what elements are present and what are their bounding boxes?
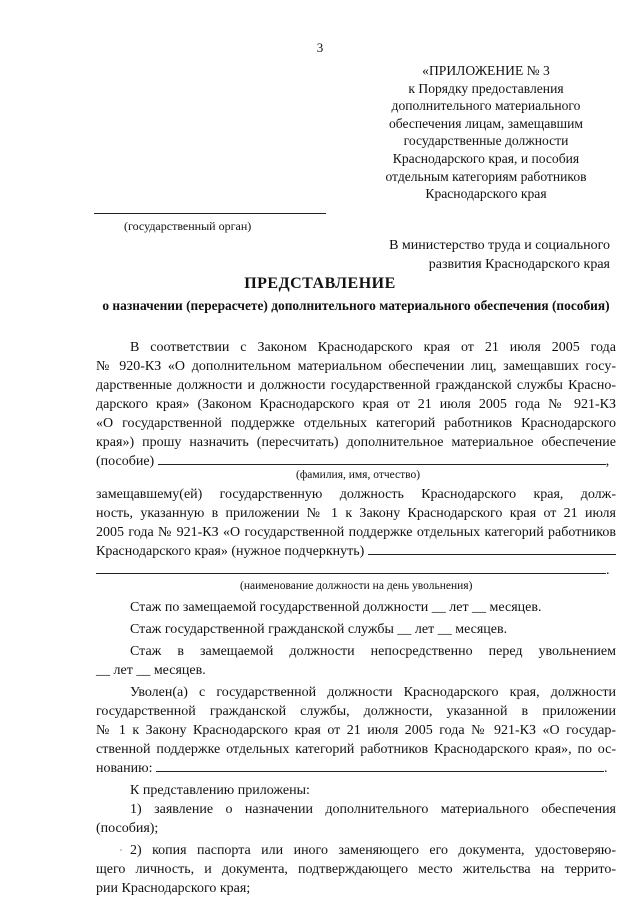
position-line-1: [96, 542, 616, 561]
appendix-line: государственные должности: [403, 133, 569, 149]
reason-blank[interactable]: [156, 759, 604, 772]
position-blank-1[interactable]: [368, 542, 616, 555]
document-title: ПРЕДСТАВЛЕНИЕ: [244, 275, 396, 292]
position-caption: (наименование должности на день увольнения): [240, 580, 473, 592]
fio-suffix: ,: [605, 454, 610, 469]
body-line: № 1 к Закону Краснодарского края от 21 июля 2005 года № 921-КЗ «О государ-: [96, 723, 616, 738]
org-blank-line[interactable]: [94, 213, 326, 214]
attachment-item: 1) заявление о назначении дополнительного материального обеспечения: [130, 802, 616, 817]
position-prefix: Краснодарского края» (нужное подчеркнуть): [96, 544, 365, 559]
scan-speck: [120, 849, 122, 851]
fio-blank[interactable]: [158, 452, 606, 465]
appendix-line: к Порядку предоставления: [408, 80, 564, 96]
body-line: № 920-КЗ «О дополнительном материальном обеспечении лиц, замещавших госу-: [96, 359, 616, 374]
appendix-line: «ПРИЛОЖЕНИЕ № 3: [422, 63, 550, 78]
appendix-line: Краснодарского края: [425, 186, 547, 202]
body-line: В соответствии с Законом Краснодарского края от 21 июля 2005 года: [130, 340, 616, 355]
body-line: дарского края» (Законом Краснодарского края от 21 июля 2005 года № 921-КЗ: [96, 397, 616, 412]
reason-prefix: нованию:: [96, 761, 153, 776]
appendix-line: дополнительного материального: [391, 98, 581, 114]
body-line: замещавшему(ей) государственную должность Краснодарского края, долж-: [96, 487, 616, 502]
body-line: __ лет __ месяцев.: [96, 663, 206, 678]
body-line: «О государственной поддержке отдельных категорий работников Краснодарского: [96, 416, 616, 431]
position-blank-2[interactable]: [96, 561, 606, 574]
recipient-line: развития Краснодарского края: [428, 257, 610, 272]
recipient-line: В министерство труда и социального: [389, 238, 610, 253]
attachment-item: (пособия);: [96, 821, 159, 836]
body-line: 2005 года № 921-КЗ «О государственной поддержке отдельных категорий работников: [96, 525, 616, 540]
attachment-item: рии Краснодарского края;: [96, 881, 251, 896]
reason-line: [96, 759, 616, 778]
appendix-line: Краснодарского края, и пособия: [392, 150, 580, 166]
page-number: 3: [316, 40, 324, 55]
appendix-line: отдельным категориям работников: [385, 168, 587, 184]
org-caption: (государственный орган): [124, 219, 252, 233]
attachments-heading: К представлению приложены:: [130, 783, 310, 798]
body-line: Стаж в замещаемой должности непосредственно перед увольнением: [130, 644, 616, 659]
position-suffix: .: [606, 563, 610, 578]
position-line-2: [96, 561, 616, 580]
recipient-block: [330, 236, 610, 274]
body-line: края») прошу назначить (пересчитать) дополнительное материальное обеспечение: [96, 435, 616, 450]
reason-suffix: .: [603, 761, 608, 776]
fio-caption: (фамилия, имя, отчество): [296, 469, 421, 481]
body-line: дарственные должности и должности государственной гражданской службы Красно-: [96, 378, 616, 393]
body-line: Уволен(а) с государственной должности Краснодарского края, должности: [130, 685, 616, 700]
body-line: Стаж по замещаемой государственной должности __ лет __ месяцев.: [130, 600, 542, 615]
appendix-header: [372, 62, 600, 203]
appendix-line: обеспечения лицам, замещавшим: [388, 115, 584, 131]
fio-prefix: (пособие): [96, 454, 155, 469]
body-line: ность, указанную в приложении № 1 к Закону Краснодарского края от 21 июля: [96, 506, 616, 521]
attachment-item: 2) копия паспорта или иного заменяющего его документа, удостоверяю-: [130, 843, 616, 858]
body-line: государственной гражданской службы, должности, указанной в приложении: [96, 704, 616, 719]
attachment-item: щего личность, и документа, подтверждающего место жительства на террито-: [96, 862, 616, 877]
body-line: ственной поддержке отдельных категорий работников Краснодарского края», по ос-: [96, 742, 616, 757]
body-line: Стаж государственной гражданской службы __ лет __ месяцев.: [130, 622, 508, 637]
document-subtitle: о назначении (перерасчете) дополнительного материального обеспечения (пособия): [102, 298, 610, 313]
